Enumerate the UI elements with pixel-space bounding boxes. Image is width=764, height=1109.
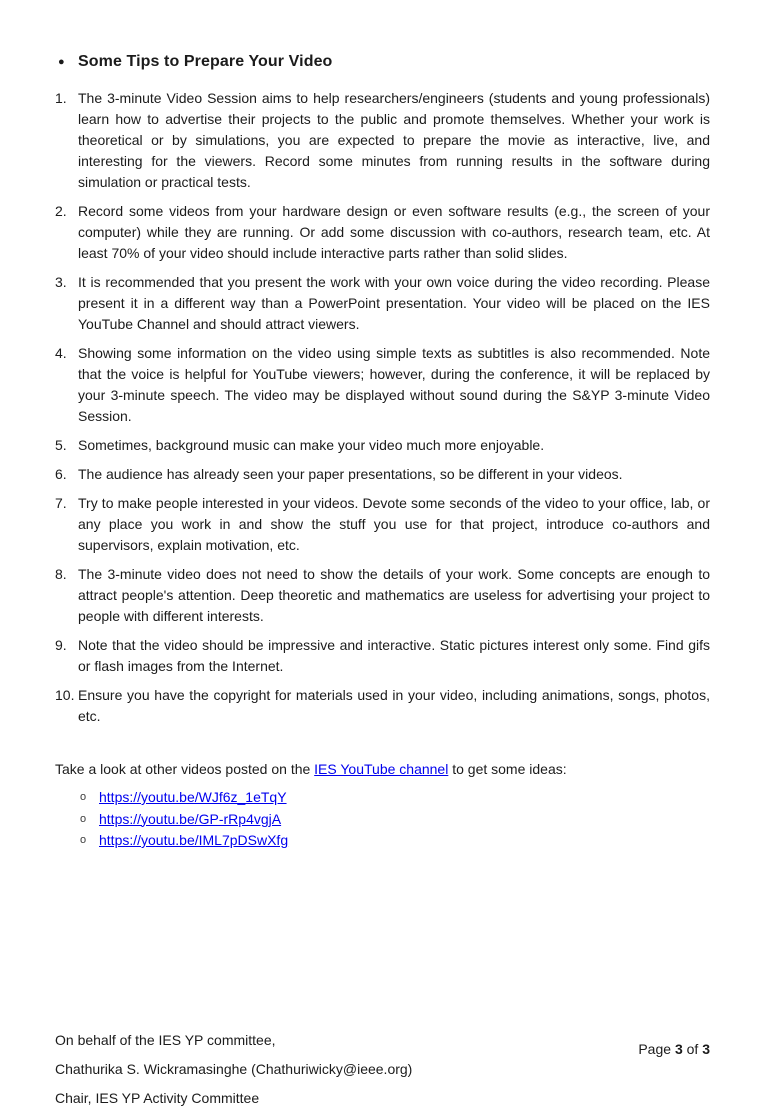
tip-number: 9. [55,637,67,653]
video-links-list [55,787,710,852]
videos-intro-line [55,759,710,780]
section-heading [55,50,710,74]
tip-text: Sometimes, background music can make your video much more enjoyable. [78,437,545,453]
tip-text: Ensure you have the copyright for materials used in your video, including animations, songs, photos, etc. [78,687,710,724]
of-word: of [682,1041,703,1057]
section-heading-text: Some Tips to Prepare Your Video [78,53,333,70]
circle-bullet-icon: o [80,812,87,825]
circle-bullet-icon: o [80,834,87,846]
circle-bullet-icon: o [80,791,87,803]
tip-number: 3. [55,274,67,290]
tip-text: The audience has already seen your paper presentations, so be different in your videos. [78,466,623,482]
tip-number: 5. [55,437,67,453]
tip-number: 4. [55,345,67,361]
page-number [638,1039,710,1060]
tips-list [55,88,710,727]
signature-line-committee: On behalf of the IES YP committee, [55,1031,276,1048]
tip-item [55,272,710,335]
tip-text: Showing some information on the video using simple texts as subtitles is also recommended. Note that the voice is helpful for YouTube viewers; however, during the conference, it will be replaced by your 3-minute speech. The video may be displayed without sound during the S&YP 3-minute Video Session. [78,345,710,424]
videos-intro-before: Take a look at other videos posted on the [55,761,315,777]
tip-text: Note that the video should be impressive and interactive. Static pictures interest only some. Find gifs or flash images from the Internet. [78,637,710,674]
signature-block [55,1030,710,1109]
tip-item [55,493,710,556]
tip-item [55,564,710,627]
tip-number: 10. [55,687,75,703]
bullet-icon: ● [58,56,65,68]
tip-text: It is recommended that you present the work with your own voice during the video recording. Please present it in a different way than a PowerPoint presentation. Your video will be placed on the IES YouTube Channel and should attract viewers. [78,274,710,332]
videos-intro-after: to get some ideas: [448,761,567,777]
tip-item [55,464,710,485]
tip-text: Record some videos from your hardware design or even software results (e.g., the screen of your computer) while they are running. Or add some discussion with co-authors, research team, etc. At least 70% of your video should include interactive parts rather than solid slides. [78,203,710,261]
tip-text: The 3-minute video does not need to show the details of your work. Some concepts are enough to attract people's attention. Deep theoretic and mathematics are useless for advertising your project to people with different interests. [78,566,710,624]
video-link-row [55,809,710,831]
tip-item [55,343,710,427]
ies-youtube-channel-link[interactable]: IES YouTube channel [314,761,449,777]
video-link[interactable]: https://youtu.be/WJf6z_1eTqY [99,789,287,805]
video-link-row [55,830,710,852]
total-page-number: 3 [702,1041,710,1057]
current-page-number: 3 [674,1041,683,1057]
video-link[interactable]: https://youtu.be/GP-rRp4vgjA [99,810,282,827]
tip-item [55,88,710,193]
page-word: Page [638,1041,675,1057]
tip-number: 7. [55,495,67,511]
tip-item [55,685,710,727]
tip-number: 1. [55,90,67,106]
tip-item [55,201,710,264]
tip-number: 2. [55,203,67,219]
signature-line-name-email: Chathurika S. Wickramasinghe (Chathuriwicky@ieee.org) [55,1060,413,1077]
tip-number: 8. [55,566,67,582]
video-link[interactable]: https://youtu.be/IML7pDSwXfg [99,832,289,848]
video-link-row [55,787,710,809]
tip-item [55,435,710,456]
tip-text: Try to make people interested in your videos. Devote some seconds of the video to your office, lab, or any place you work in and show the stuff you use for that project, introduce co-authors and supervisors, explain motivation, etc. [78,495,710,553]
tip-text: The 3-minute Video Session aims to help researchers/engineers (students and young professionals) learn how to advertise their projects to the public and promote themselves. Whether your work is theoretical or by simulations, you are expected to prepare the movie as interactive, live, and interesting for the viewers. Record some minutes from running results in the software during simulation or practical tests. [78,90,710,190]
tip-item [55,635,710,677]
tip-number: 6. [55,466,67,482]
signature-line-title: Chair, IES YP Activity Committee [55,1089,260,1106]
